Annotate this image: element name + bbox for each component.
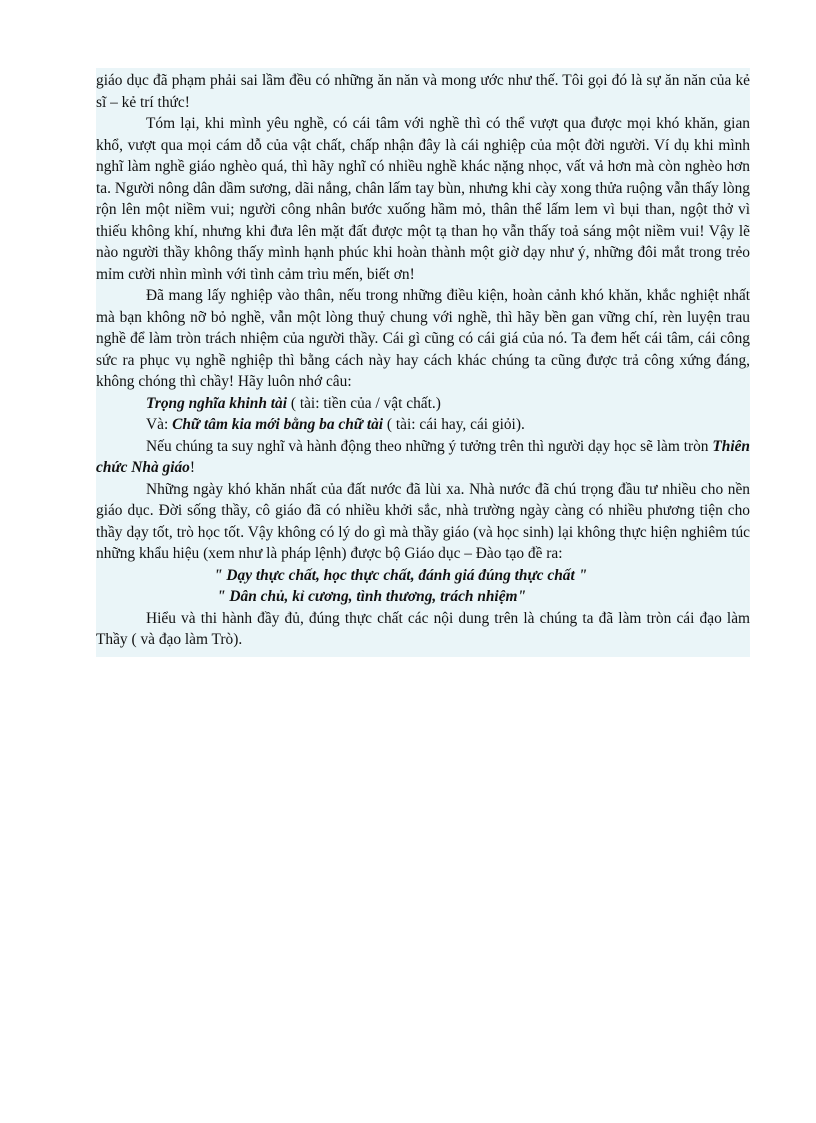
mission-text: Nếu chúng ta suy nghĩ và hành động theo những ý tưởng trên thì người dạy học sẽ làm tròn [146,437,713,455]
paragraph-hard-days-past: Những ngày khó khăn nhất của đất nước đã lùi xa. Nhà nước đã chú trọng đầu tư nhiều cho nền giáo dục. Đời sống thầy, cô giáo đã có nhiều khởi sắc, nhà trường ngày càng có nhiều phương tiện cho thầy dạy tốt, trò học tốt. Vậy không có lý do gì mà thầy giáo (và học sinh) lại không thực hiện nghiêm túc những khẩu hiệu (xem như là pháp lệnh) được bộ Giáo dục – Đào tạo đề ra: [96,480,750,562]
mission-end: ! [189,459,196,476]
proverb-emphasis: Chữ tâm kia mới bằng ba chữ tài [172,416,384,433]
proverb-lead: Và: [146,416,173,433]
proverb-emphasis: Trọng nghĩa khinh tài [146,394,287,412]
paragraph-continuation: giáo dục đã phạm phải sai lầm đều có những ăn năn và mong ước như thế. Tôi gọi đó là sự ăn năn của kẻ sĩ – kẻ trí thức! [96,72,750,111]
paragraph-conclusion: Hiểu và thi hành đầy đủ, đúng thực chất các nội dung trên là chúng ta đã làm tròn cái đạo làm Thầy ( và đạo làm Trò). [96,609,750,648]
slogan-line-2: " Dân chủ, kỉ cương, tình thương, trách nhiệm" [217,588,527,605]
paragraph-proverb-2 [96,414,750,436]
paragraph-bear-the-calling: Đã mang lấy nghiệp vào thân, nếu trong những điều kiện, hoàn cảnh khó khăn, khắc nghiệt nhất mà bạn không nỡ bỏ nghề, vẫn một lòng thuỷ chung với nghề, thì hãy bền gan vững chí, rèn luyện trau nghề để làm tròn trách nhiệm của người thầy. Cái gì cũng có cái giá của nó. Ta đem hết cái tâm, cái công sức ra phục vụ nghề nghiệp thì bằng cách này hay cách khác chúng ta cũng được trả công xứng đáng, không chóng thì chầy! Hãy luôn nhớ câu: [96,287,750,390]
proverb-gloss: ( tài: cái hay, cái giỏi). [383,416,525,433]
paragraph-love-of-profession: Tóm lại, khi mình yêu nghề, có cái tâm với nghề thì có thể vượt qua được mọi khó khăn, gian khổ, vượt qua mọi cám dỗ của vật chất, chấp nhận đây là cái nghiệp của một đời người. Ví dụ khi mình nghĩ làm nghề giáo nghèo quá, thì hãy nghĩ có nhiều nghề khác nặng nhọc, vất vả hơn mà còn nghèo hơn ta. Người nông dân dầm sương, dãi nắng, chân lấm tay bùn, nhưng khi cày xong thửa ruộng vẫn thấy lòng rộn lên một niềm vui; người công nhân bước xuống hầm mỏ, thân thể lấm lem vì bụi than, ngột thở vì thiếu không khí, nhưng khi đưa lên mặt đất được một tạ than họ vẫn thấy toả sáng một niềm vui! Vậy lẽ nào người thầy không thấy mình hạnh phúc khi hoàn thành một giờ dạy như ý, những đôi mắt trong trẻo mỉm cười nhìn mình với tình cảm trìu mến, biết ơn! [96,115,750,283]
proverb-gloss: ( tài: tiền của / vật chất.) [287,394,441,412]
body-text-block [96,68,750,657]
slogan-line-1: " Dạy thực chất, học thực chất, đánh giá đúng thực chất " [214,566,588,584]
mission-emphasis: Thiên chức Nhà giáo [96,437,750,476]
paragraph-teacher-mission [96,436,750,479]
paragraph-proverb-1 [96,393,750,415]
